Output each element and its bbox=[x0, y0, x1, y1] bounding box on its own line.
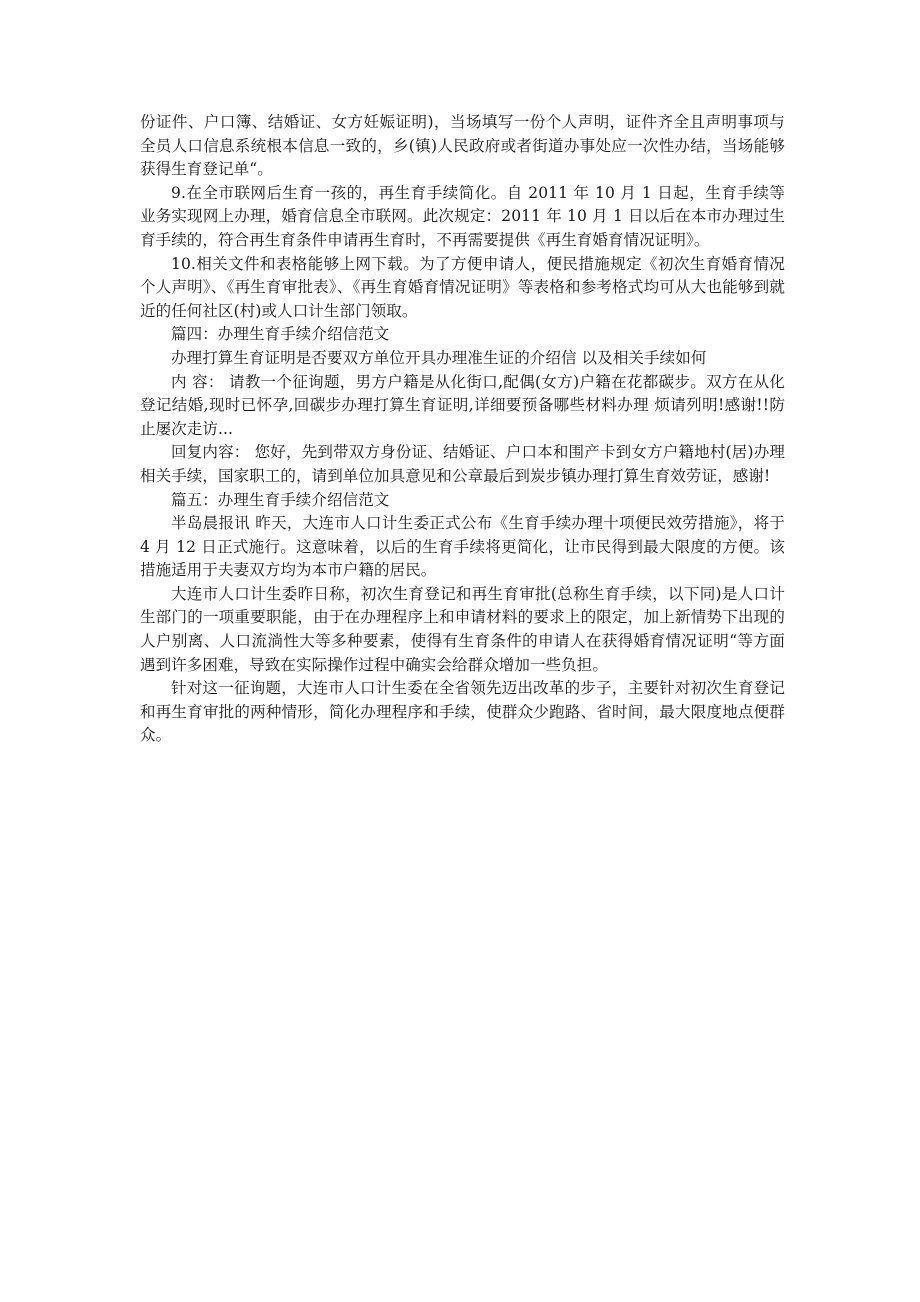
paragraph-1: 份证件、户口簿、结婚证、女方妊娠证明)，当场填写一份个人声明，证件齐全且声明事项与全员人口信息系统根本信息一致的，乡(镇)人民政府或者街道办事处应一次性办结，当场能够获得生育登记单“。 bbox=[140, 113, 785, 179]
paragraph-7: 回复内容： 您好，先到带双方身份证、结婚证、户口本和围产卡到女方户籍地村(居)办理相关手续，国家职工的，请到单位加具意见和公章最后到炭步镇办理打算生育效劳证，感谢! bbox=[140, 443, 785, 485]
paragraph-9: 半岛晨报讯 昨天，大连市人口计生委正式公布《生育手续办理十项便民效劳措施》，将于 4 月 12 日正式施行。这意味着，以后的生育手续将更简化，让市民得到最大限度的方便。该措施适用于夫妻双方均为本市户籍的居民。 bbox=[140, 514, 785, 580]
paragraph-11: 针对这一征询题，大连市人口计生委在全省领先迈出改革的步子，主要针对初次生育登记和再生育审批的两种情形，简化办理程序和手续，使群众少跑路、省时间，最大限度地点便群众。 bbox=[140, 679, 785, 745]
section-heading-4: 篇四：办理生育手续介绍信范文 bbox=[171, 325, 390, 344]
document-body bbox=[140, 111, 785, 748]
section-heading-5: 篇五：办理生育手续介绍信范文 bbox=[171, 490, 390, 509]
paragraph-6: 内 容： 请教一个征询题，男方户籍是从化街口,配偶(女方)户籍在花都碳步。双方在从化登记结婚,现时已怀孕,回碳步办理打算生育证明,详细要预备哪些材料办理 烦请列明!感谢!!防止屡次走访... bbox=[140, 372, 785, 438]
paragraph-10: 大连市人口计生委昨日称，初次生育登记和再生育审批(总称生育手续，以下同)是人口计生部门的一项重要职能，由于在办理程序上和申请材料的要求上的限定，加上新情势下出现的人户别离、人口流淌性大等多种要素，使得有生育条件的申请人在获得婚育情况证明“等方面遇到许多困难，导致在实际操作过程中确实会给群众增加一些负担。 bbox=[140, 584, 785, 674]
paragraph-2: 9.在全市联网后生育一孩的，再生育手续简化。自 2011 年 10 月 1 日起，生育手续等业务实现网上办理，婚育信息全市联网。此次规定：2011 年 10 月 1 日以后在本市办理过生育手续的，符合再生育条件申请再生育时，不再需要提供《再生育婚育情况证明》。 bbox=[140, 183, 785, 249]
paragraph-5: 办理打算生育证明是否要双方单位开具办理准生证的介绍信 以及相关手续如何 bbox=[171, 348, 707, 367]
paragraph-3: 10.相关文件和表格能够上网下载。为了方便申请人，便民措施规定《初次生育婚育情况个人声明》、《再生育审批表》、《再生育婚育情况证明》等表格和参考格式均可从大也能够到就近的任何社区(村)或人口计生部门领取。 bbox=[140, 254, 785, 320]
